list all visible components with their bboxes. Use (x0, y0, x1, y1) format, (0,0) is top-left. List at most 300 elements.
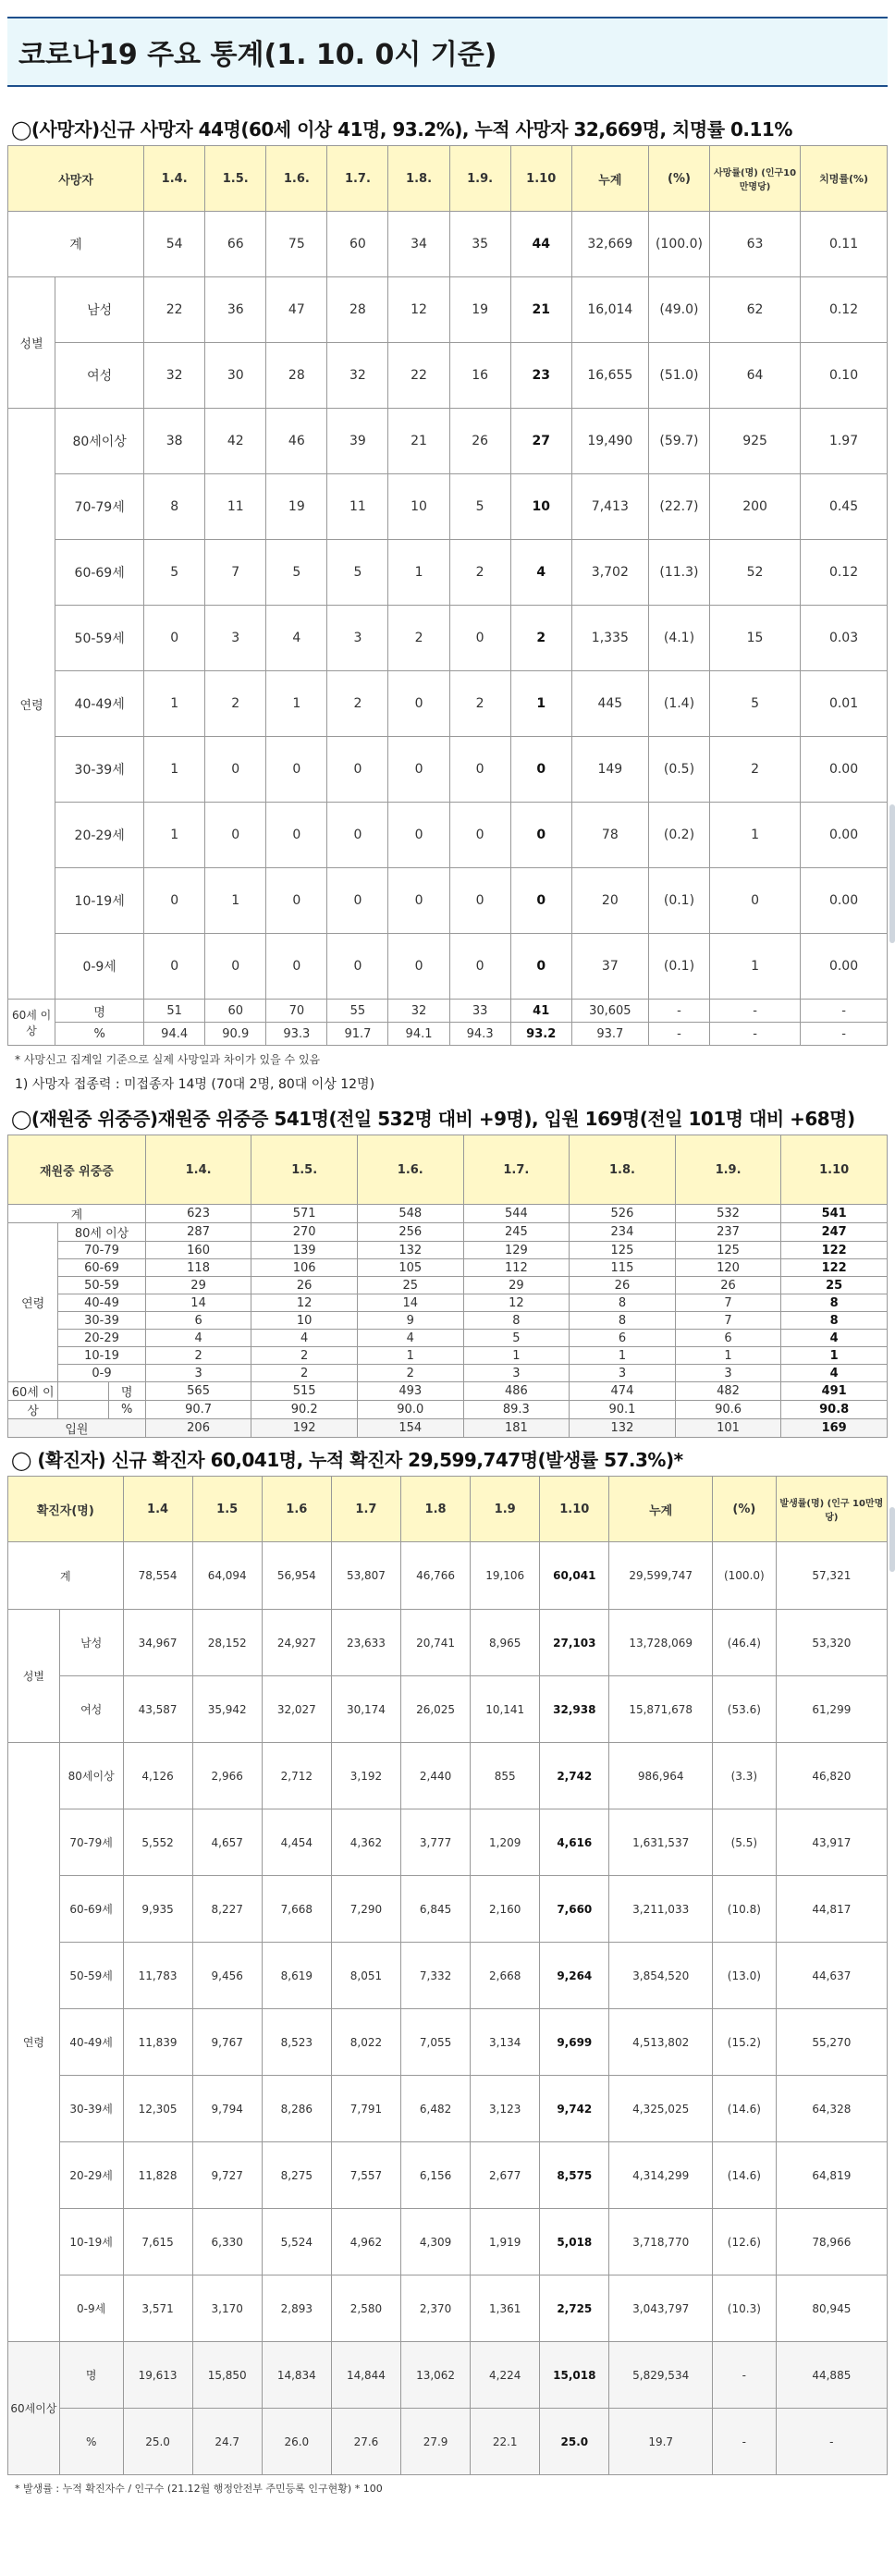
row-label: 80세이상 (59, 1743, 123, 1809)
table-cell: 44,817 (776, 1876, 887, 1943)
table-cell: 623 (145, 1205, 251, 1223)
table-cell: 6,156 (401, 2142, 471, 2209)
table-cell: 0 (266, 934, 327, 1000)
col-header: 1.5 (192, 1477, 262, 1542)
col-header: 1.6. (266, 146, 327, 212)
table-cell: 51 (144, 1000, 205, 1023)
scrollbar-thumb[interactable] (889, 1507, 895, 1572)
table-cell: 33 (449, 1000, 510, 1023)
table-cell: 28 (327, 277, 388, 343)
table-cell: 2 (145, 1347, 251, 1365)
table-cell: 27,103 (540, 1610, 609, 1676)
table-cell: 26 (675, 1277, 781, 1294)
table-cell: 19,106 (471, 1542, 540, 1610)
table-cell: 19 (266, 474, 327, 540)
table-cell: 0 (327, 737, 388, 803)
table-cell: 30 (205, 343, 266, 409)
table-cell: 14,834 (262, 2342, 331, 2409)
table-cell: 26 (570, 1277, 676, 1294)
table-cell: 160 (145, 1242, 251, 1259)
table-cell: 4,126 (123, 1743, 192, 1809)
table-cell: (0.5) (648, 737, 709, 803)
row-label: 40-49세 (55, 671, 144, 737)
table-row (8, 1330, 888, 1347)
group-label: 성별 (8, 1610, 60, 1743)
table-cell: (11.3) (648, 540, 709, 606)
table-cell: 7 (205, 540, 266, 606)
table-cell: 75 (266, 212, 327, 277)
table-cell: (15.2) (713, 2009, 777, 2076)
table-cell: 3,718,770 (609, 2209, 713, 2275)
table-cell: 287 (145, 1223, 251, 1242)
table-cell: 25 (781, 1277, 888, 1294)
table-cell: (100.0) (713, 1542, 777, 1610)
table-cell: 90.7 (145, 1401, 251, 1419)
col-header: 1.9. (675, 1135, 781, 1205)
table-cell: 93.7 (571, 1023, 648, 1046)
critical-heading-label: (재원중 위중증) (31, 1108, 158, 1130)
table-cell: 9,935 (123, 1876, 192, 1943)
row-label: 60-69 (58, 1259, 146, 1277)
table-cell: 1 (205, 868, 266, 934)
row-label: 명 (55, 1000, 144, 1023)
table-cell: 571 (251, 1205, 358, 1223)
row-label: 0-9세 (55, 934, 144, 1000)
scrollbar-thumb[interactable] (889, 804, 895, 943)
table-cell: 4 (781, 1365, 888, 1382)
table-cell: 32,027 (262, 1676, 331, 1743)
table-cell: 11 (327, 474, 388, 540)
col-header: 1.5. (251, 1135, 358, 1205)
table-cell: (1.4) (648, 671, 709, 737)
table-cell: 5 (144, 540, 205, 606)
table-cell: 245 (463, 1223, 570, 1242)
table-cell: 181 (463, 1419, 570, 1438)
group-label: 연령 (8, 409, 55, 1000)
table-cell: 12 (388, 277, 449, 343)
table-cell: 26 (251, 1277, 358, 1294)
table-cell: 78,554 (123, 1542, 192, 1610)
table-cell: 9,794 (192, 2076, 262, 2142)
table-cell: 925 (710, 409, 801, 474)
row-label: 계 (8, 1205, 146, 1223)
table-cell: 52 (710, 540, 801, 606)
table-cell: 0 (205, 803, 266, 868)
table-cell: 29,599,747 (609, 1542, 713, 1610)
table-cell: (4.1) (648, 606, 709, 671)
table-cell: (14.6) (713, 2076, 777, 2142)
table-cell: 1 (463, 1347, 570, 1365)
col-header: 치명률(%) (801, 146, 888, 212)
table-cell: (3.3) (713, 1743, 777, 1809)
table-cell: 1 (388, 540, 449, 606)
table-row (8, 1401, 888, 1419)
table-cell: 112 (463, 1259, 570, 1277)
table-cell: 125 (570, 1242, 676, 1259)
table-cell: 44,637 (776, 1943, 887, 2009)
table-cell: 22.1 (471, 2409, 540, 2475)
row-label: 20-29세 (59, 2142, 123, 2209)
col-header: 1.8. (388, 146, 449, 212)
table-cell: 4,513,802 (609, 2009, 713, 2076)
table-cell: 0 (388, 737, 449, 803)
table-cell: 7,668 (262, 1876, 331, 1943)
table-cell: 78,966 (776, 2209, 887, 2275)
table-cell: 27.6 (331, 2409, 400, 2475)
critical-header-row (8, 1135, 888, 1205)
table-cell: 22 (144, 277, 205, 343)
table-cell: 3,134 (471, 2009, 540, 2076)
table-cell: 55,270 (776, 2009, 887, 2076)
col-header: 누계 (571, 146, 648, 212)
table-cell: 80,945 (776, 2275, 887, 2342)
deaths-table (7, 145, 888, 1046)
table-cell: 8 (781, 1294, 888, 1312)
table-cell: 474 (570, 1382, 676, 1401)
row-label: 80세이상 (55, 409, 144, 474)
table-cell: 129 (463, 1242, 570, 1259)
table-cell: 139 (251, 1242, 358, 1259)
table-row (8, 1023, 888, 1046)
row-label: 20-29세 (55, 803, 144, 868)
table-cell: 0 (449, 803, 510, 868)
table-cell: 25 (357, 1277, 463, 1294)
row-label: 0-9세 (59, 2275, 123, 2342)
table-cell: 2 (251, 1347, 358, 1365)
table-cell: 544 (463, 1205, 570, 1223)
table-cell: 2 (327, 671, 388, 737)
row-label: 10-19세 (55, 868, 144, 934)
critical-heading (11, 1104, 888, 1131)
table-row (8, 1876, 888, 1943)
table-cell: (51.0) (648, 343, 709, 409)
table-cell: 38 (144, 409, 205, 474)
table-cell: 2,893 (262, 2275, 331, 2342)
deaths-heading-text: 신규 사망자 44명(60세 이상 41명, 93.2%), 누적 사망자 32,669명, 치명률 0.11% (99, 118, 792, 141)
table-cell: 0.12 (801, 277, 888, 343)
row-label: 남성 (59, 1610, 123, 1676)
table-cell: 2 (449, 671, 510, 737)
table-cell: 44 (510, 212, 571, 277)
table-cell: (10.8) (713, 1876, 777, 1943)
table-cell: 23 (510, 343, 571, 409)
table-cell: 8,523 (262, 2009, 331, 2076)
table-cell: 0 (510, 737, 571, 803)
table-row (8, 1205, 888, 1223)
table-row (8, 2076, 888, 2142)
table-cell: 27.9 (401, 2409, 471, 2475)
table-cell: 2 (205, 671, 266, 737)
group-label: 60세이상 (8, 2342, 60, 2475)
table-cell: 0 (266, 868, 327, 934)
table-row (8, 2275, 888, 2342)
table-cell: 5,524 (262, 2209, 331, 2275)
table-cell: 1,209 (471, 1809, 540, 1876)
table-cell: 10 (251, 1312, 358, 1330)
row-label: 10-19 (58, 1347, 146, 1365)
table-cell: 9,767 (192, 2009, 262, 2076)
table-cell: 1 (710, 803, 801, 868)
row-label: 여성 (59, 1676, 123, 1743)
deaths-header-row (8, 146, 888, 212)
col-header: 확진자(명) (8, 1477, 124, 1542)
table-cell: 64,328 (776, 2076, 887, 2142)
table-cell: 93.3 (266, 1023, 327, 1046)
table-cell: 6,845 (401, 1876, 471, 1943)
table-cell: 37 (571, 934, 648, 1000)
row-label: 명 (108, 1382, 145, 1401)
table-cell: 12 (251, 1294, 358, 1312)
deaths-heading (11, 115, 888, 141)
col-header: 1.9. (449, 146, 510, 212)
critical-table (7, 1135, 888, 1438)
table-cell: 43,917 (776, 1809, 887, 1876)
table-cell: 1 (144, 671, 205, 737)
table-cell: 2,160 (471, 1876, 540, 1943)
table-cell: 5 (327, 540, 388, 606)
table-cell: 0 (388, 803, 449, 868)
table-cell: 11,828 (123, 2142, 192, 2209)
table-cell: 445 (571, 671, 648, 737)
table-cell: 2,370 (401, 2275, 471, 2342)
table-cell: 0 (266, 803, 327, 868)
table-cell: 32 (144, 343, 205, 409)
table-cell: 1,361 (471, 2275, 540, 2342)
table-cell: 15,871,678 (609, 1676, 713, 1743)
table-row (8, 1676, 888, 1743)
table-row (8, 277, 888, 343)
table-cell: - (801, 1023, 888, 1046)
table-row (8, 1419, 888, 1438)
deaths-heading-label: (사망자) (31, 118, 100, 141)
table-cell: 21 (510, 277, 571, 343)
table-cell: 0 (510, 868, 571, 934)
table-row (8, 606, 888, 671)
table-cell: 15 (710, 606, 801, 671)
table-cell: 986,964 (609, 1743, 713, 1809)
cases-heading-text: (확진자) 신규 확진자 60,041명, 누적 확진자 29,599,747명(발생률 57.3%)* (37, 1449, 683, 1471)
table-cell: 1 (710, 934, 801, 1000)
table-row (8, 1743, 888, 1809)
col-header: 1.7. (327, 146, 388, 212)
table-cell: 5,829,534 (609, 2342, 713, 2409)
table-cell: 53,320 (776, 1610, 887, 1676)
table-cell: 16,655 (571, 343, 648, 409)
table-cell: 234 (570, 1223, 676, 1242)
table-cell: 7,557 (331, 2142, 400, 2209)
table-cell: 6,330 (192, 2209, 262, 2275)
col-header: 사망자 (8, 146, 144, 212)
table-cell: 149 (571, 737, 648, 803)
table-cell: 90.6 (675, 1401, 781, 1419)
table-cell: 93.2 (510, 1023, 571, 1046)
table-cell: 6,482 (401, 2076, 471, 2142)
table-cell: 120 (675, 1259, 781, 1277)
table-cell: 8 (570, 1312, 676, 1330)
table-cell: 7,332 (401, 1943, 471, 2009)
table-row (8, 671, 888, 737)
table-cell: 6 (675, 1330, 781, 1347)
table-cell: 5,018 (540, 2209, 609, 2275)
table-cell: 0.01 (801, 671, 888, 737)
row-label: 30-39 (58, 1312, 146, 1330)
table-cell: 515 (251, 1382, 358, 1401)
table-cell: 26,025 (401, 1676, 471, 1743)
table-cell: 30,605 (571, 1000, 648, 1023)
table-cell: 20,741 (401, 1610, 471, 1676)
table-cell: 63 (710, 212, 801, 277)
table-cell: - (710, 1023, 801, 1046)
table-cell: 0 (449, 934, 510, 1000)
table-cell: 1 (144, 803, 205, 868)
row-label: 50-59세 (55, 606, 144, 671)
table-cell: 270 (251, 1223, 358, 1242)
table-cell: 34,967 (123, 1610, 192, 1676)
table-cell: 1 (510, 671, 571, 737)
table-cell: 19,613 (123, 2342, 192, 2409)
table-cell: 101 (675, 1419, 781, 1438)
group-label: 연령 (8, 1223, 58, 1382)
table-cell: 9,727 (192, 2142, 262, 2209)
table-cell: 16 (449, 343, 510, 409)
row-label: 남성 (55, 277, 144, 343)
table-cell: 11,839 (123, 2009, 192, 2076)
table-cell: 3,571 (123, 2275, 192, 2342)
table-cell: 7,290 (331, 1876, 400, 1943)
table-cell: 8 (144, 474, 205, 540)
table-cell: 26 (449, 409, 510, 474)
table-cell: 3,170 (192, 2275, 262, 2342)
table-cell: 0 (388, 868, 449, 934)
table-cell: 2,677 (471, 2142, 540, 2209)
table-cell: 6 (145, 1312, 251, 1330)
table-cell: 0 (144, 868, 205, 934)
table-cell: 8 (463, 1312, 570, 1330)
table-cell: 90.0 (357, 1401, 463, 1419)
table-row (8, 343, 888, 409)
table-cell: 25.0 (540, 2409, 609, 2475)
table-cell: 0.45 (801, 474, 888, 540)
table-cell: 19.7 (609, 2409, 713, 2475)
table-cell: 7,660 (540, 1876, 609, 1943)
table-cell: - (648, 1000, 709, 1023)
table-cell: 60,041 (540, 1542, 609, 1610)
table-row (8, 1259, 888, 1277)
table-cell: 9,699 (540, 2009, 609, 2076)
table-cell: 247 (781, 1223, 888, 1242)
table-cell: 2,668 (471, 1943, 540, 2009)
table-row (8, 2409, 888, 2475)
row-label: 입원 (8, 1419, 146, 1438)
table-cell: 4,224 (471, 2342, 540, 2409)
table-row (8, 1277, 888, 1294)
table-row (8, 2342, 888, 2409)
table-cell: 5,552 (123, 1809, 192, 1876)
deaths-note: * 사망신고 집계일 기준으로 실제 사망일과 차이가 있을 수 있음 (15, 1053, 321, 1066)
table-cell: 192 (251, 1419, 358, 1438)
table-cell: 3,192 (331, 1743, 400, 1809)
table-cell: 3,043,797 (609, 2275, 713, 2342)
table-cell: 0.00 (801, 868, 888, 934)
table-row (8, 934, 888, 1000)
table-cell: 3,702 (571, 540, 648, 606)
table-cell: 0.00 (801, 934, 888, 1000)
critical-heading-text: 재원중 위중증 541명(전일 532명 대비 +9명), 입원 169명(전일 101명 대비 +68명) (157, 1108, 855, 1130)
table-cell: 34 (388, 212, 449, 277)
table-cell: 7 (675, 1312, 781, 1330)
table-cell: 64 (710, 343, 801, 409)
table-cell: 29 (145, 1277, 251, 1294)
table-cell: 8 (781, 1312, 888, 1330)
table-cell: - (648, 1023, 709, 1046)
table-cell: 0 (449, 606, 510, 671)
row-label: 60-69세 (55, 540, 144, 606)
col-header: 1.7 (331, 1477, 400, 1542)
table-cell: 8,051 (331, 1943, 400, 2009)
col-header: 1.10 (781, 1135, 888, 1205)
row-label: % (55, 1023, 144, 1046)
table-cell: 0 (510, 934, 571, 1000)
col-header: 1.8 (401, 1477, 471, 1542)
table-cell: 3 (205, 606, 266, 671)
table-cell: 2 (388, 606, 449, 671)
table-cell: 256 (357, 1223, 463, 1242)
table-cell: 2 (510, 606, 571, 671)
table-cell: 89.3 (463, 1401, 570, 1419)
table-cell: 8,965 (471, 1610, 540, 1676)
table-cell: 15,850 (192, 2342, 262, 2409)
table-cell: 2 (251, 1365, 358, 1382)
table-cell: 46,820 (776, 1743, 887, 1809)
cases-heading (11, 1445, 888, 1472)
cases-header-row (8, 1477, 888, 1542)
table-cell: 32 (388, 1000, 449, 1023)
table-cell: (13.0) (713, 1943, 777, 2009)
table-cell: 78 (571, 803, 648, 868)
table-cell: 0 (449, 868, 510, 934)
table-cell: 21 (388, 409, 449, 474)
table-cell: 35 (449, 212, 510, 277)
table-cell: 0 (205, 934, 266, 1000)
table-cell: 0 (710, 868, 801, 934)
table-cell: 7,615 (123, 2209, 192, 2275)
table-cell: (100.0) (648, 212, 709, 277)
cases-footnote: * 발생률 : 누적 확진자수 / 인구수 (21.12월 행정안전부 주민등록 인구현황) * 100 (15, 2483, 383, 2495)
col-header: 1.5. (205, 146, 266, 212)
table-cell: 12 (463, 1294, 570, 1312)
col-header: 1.9 (471, 1477, 540, 1542)
table-cell: 11,783 (123, 1943, 192, 2009)
table-cell: 1 (357, 1347, 463, 1365)
table-cell: 9,264 (540, 1943, 609, 2009)
table-cell: 132 (570, 1419, 676, 1438)
table-cell: 548 (357, 1205, 463, 1223)
table-cell: 1.97 (801, 409, 888, 474)
table-cell: 20 (571, 868, 648, 934)
table-cell: 0 (327, 803, 388, 868)
row-label: 70-79세 (59, 1809, 123, 1876)
table-cell: (0.2) (648, 803, 709, 868)
table-row (8, 1610, 888, 1676)
row-label: % (59, 2409, 123, 2475)
table-cell: 42 (205, 409, 266, 474)
table-cell: 8,575 (540, 2142, 609, 2209)
table-cell: 2,742 (540, 1743, 609, 1809)
table-row (8, 868, 888, 934)
table-cell: 10,141 (471, 1676, 540, 1743)
table-cell: 19 (449, 277, 510, 343)
table-row (8, 1382, 888, 1401)
